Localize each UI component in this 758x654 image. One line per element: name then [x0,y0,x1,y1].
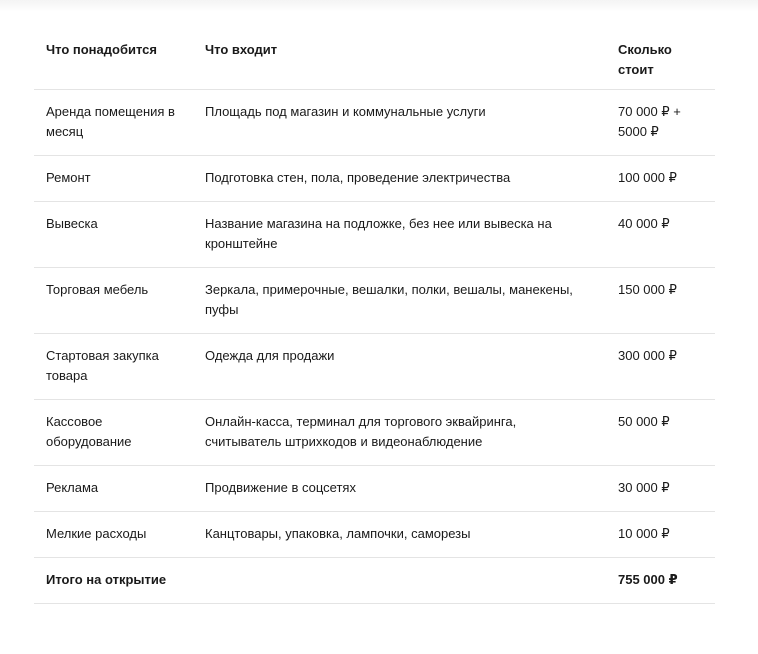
row-item: Стартовая закупка товара [34,334,193,400]
total-label: Итого на открытие [34,558,193,604]
header-row [34,32,715,90]
table-body [34,90,715,604]
row-includes: Подготовка стен, пола, проведение электричества [193,156,606,202]
table-row [34,156,715,202]
row-cost: 70 000 ₽ + 5000 ₽ [606,90,715,156]
table-row [34,268,715,334]
row-cost: 150 000 ₽ [606,268,715,334]
row-includes: Онлайн-касса, терминал для торгового эквайринга, считыватель штрихкодов и видеонаблюдение [193,400,606,466]
row-cost: 30 000 ₽ [606,466,715,512]
table-row [34,334,715,400]
row-includes: Площадь под магазин и коммунальные услуги [193,90,606,156]
row-item: Реклама [34,466,193,512]
row-item: Мелкие расходы [34,512,193,558]
row-item: Аренда помещения в месяц [34,90,193,156]
total-row [34,558,715,604]
row-item: Кассовое оборудование [34,400,193,466]
total-includes [193,558,606,604]
row-cost: 40 000 ₽ [606,202,715,268]
table-header [34,32,715,90]
row-includes: Зеркала, примерочные, вешалки, полки, вешалы, манекены, пуфы [193,268,606,334]
table-row [34,90,715,156]
table-row [34,466,715,512]
table-row [34,400,715,466]
row-item: Ремонт [34,156,193,202]
row-includes: Название магазина на подложке, без нее или вывеска на кронштейне [193,202,606,268]
header-includes: Что входит [193,32,606,90]
row-cost: 100 000 ₽ [606,156,715,202]
row-includes: Одежда для продажи [193,334,606,400]
table-row [34,512,715,558]
top-shadow [0,0,758,12]
header-item: Что понадобится [34,32,193,90]
header-cost: Сколько стоит [606,32,715,90]
row-cost: 10 000 ₽ [606,512,715,558]
table-row [34,202,715,268]
row-cost: 50 000 ₽ [606,400,715,466]
row-cost: 300 000 ₽ [606,334,715,400]
total-cost: 755 000 ₽ [606,558,715,604]
row-includes: Продвижение в соцсетях [193,466,606,512]
startup-cost-table [34,32,715,604]
row-item: Вывеска [34,202,193,268]
row-item: Торговая мебель [34,268,193,334]
row-includes: Канцтовары, упаковка, лампочки, саморезы [193,512,606,558]
